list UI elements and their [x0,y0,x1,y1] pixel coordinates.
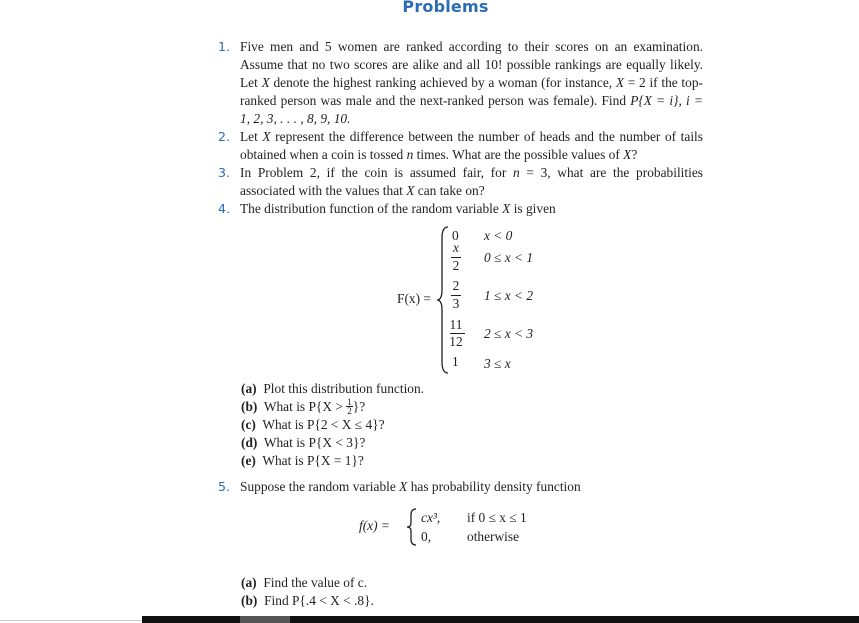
scrollbar-thumb[interactable] [240,616,290,623]
subpart-item: (e) What is P{X = 1}? [241,453,364,468]
pdf-case: 0, [421,529,432,544]
problem-text: Let X represent the difference between the number of heads and the number of tails obtained when a coin is tossed n times. What are the possible values of X? [240,129,703,162]
left-brace-icon [406,508,418,546]
pdf-case: cx³, [421,510,441,525]
subpart-item: (c) What is P{2 < X ≤ 4}? [241,417,385,432]
problem-text: The distribution function of the random variable X is given [240,201,556,216]
subpart-list [241,380,424,470]
problem-5 [219,478,703,496]
cdf-frac-den: 3 [452,296,460,311]
cdf-frac-den: 2 [452,258,460,273]
problem-number: 2. [218,129,231,144]
cdf-frac-num: 2 [452,278,460,293]
problem-text: Suppose the random variable X has probability density function [240,479,581,494]
subpart-item: (d) What is P{X < 3}? [241,435,366,450]
problem-3 [219,164,703,200]
problem-number: 1. [218,39,231,54]
cdf-condition: 3 ≤ x [484,356,511,371]
subpart-item: (a) Find the value of c. [241,575,368,590]
problem-number: 3. [218,165,231,180]
subpart-item: (b) Find P{.4 < X < .8}. [241,593,374,608]
problem-1 [219,38,703,128]
problem-number: 5. [218,479,231,494]
problem-4 [219,200,703,218]
left-brace-icon [436,226,450,374]
problem-text: Five men and 5 women are ranked according to their scores on an examination. Assume that no two scores are alike and all 10! possible rankings are equally likely. Let X denote the highest ranking achieved by a woman (for instance, X = 2 if the top-ranked person was male and the next-ranked person was female). Find P{X = i}, i = 1, 2, 3, . . . , 8, 9, 10. [240,39,703,126]
subpart-item: (b) What is $P\{X > \frac{1}{2}\}$? [241,397,366,416]
cdf-condition: x < 0 [484,228,513,243]
subpart-item: (a) Plot this distribution function. [241,381,425,396]
page-title: Problems [402,0,489,16]
cdf-frac-num: 11 [449,317,463,332]
cdf-value-0: 0 [452,228,459,243]
cdf-value-1: 1 [452,354,459,369]
cdf-condition: 0 ≤ x < 1 [484,250,534,265]
problem-number: 4. [218,201,231,216]
inline-fraction: $\frac{1}{2}$ [347,397,352,416]
cdf-frac-num: x [453,240,459,255]
divider [0,620,142,621]
problem-text: In Problem 2, if the coin is assumed fair, for n = 3, what are the probabilities associated with the values that X can take on? [240,165,703,198]
cdf-frac-den: 12 [449,334,463,349]
pdf-condition: if 0 ≤ x ≤ 1 [467,510,527,525]
cdf-lhs: F(x) = [397,291,431,306]
subpart-list [241,574,374,610]
cdf-condition: 2 ≤ x < 3 [484,326,534,341]
problem-2 [219,128,703,164]
cdf-condition: 1 ≤ x < 2 [484,288,534,303]
pdf-lhs: f(x) = [359,518,390,533]
pdf-condition: otherwise [467,529,520,544]
